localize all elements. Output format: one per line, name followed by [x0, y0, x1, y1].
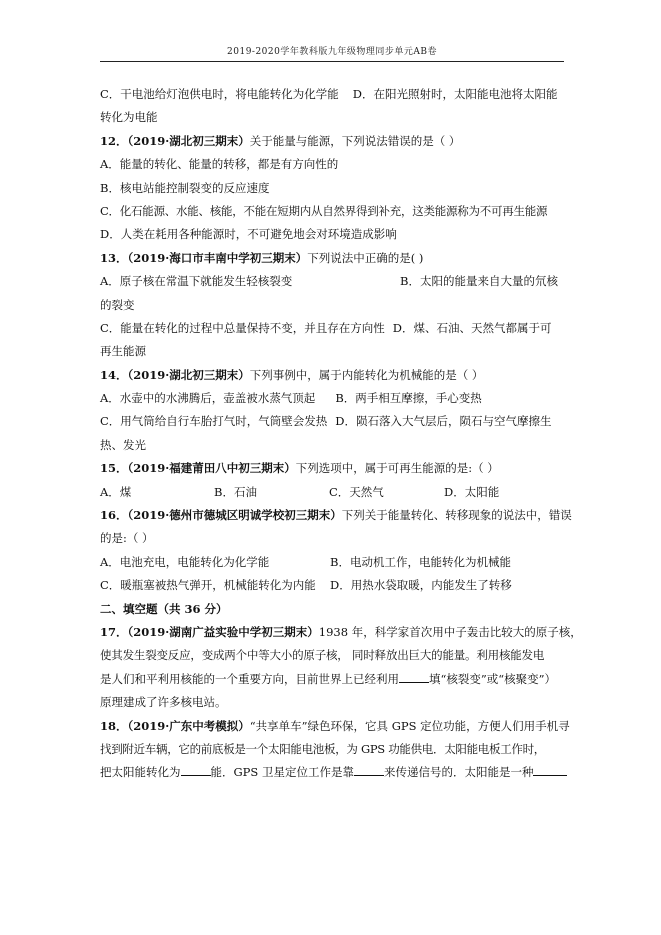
q13-option-b-cont: 的裂变 — [100, 297, 135, 312]
q18-text-3c: 来传递信号的．太阳能是一种 — [383, 765, 534, 780]
q18-line-3 — [100, 761, 570, 784]
q15-stem — [100, 457, 570, 480]
q16-option-c: C．暖瓶塞被热气弹开，机械能转化为内能 — [100, 578, 316, 593]
q15-text: 下列选项中，属于可再生能源的是:（ ） — [295, 461, 499, 476]
q17-line-3 — [100, 668, 570, 691]
q18-text-3b: 能．GPS 卫星定位工作是靠 — [210, 765, 354, 780]
q16-stem — [100, 504, 570, 527]
q13-option-c: C．能量在转化的过程中总量保持不变，并且存在方向性 — [100, 320, 385, 335]
q12-option-d: D．人类在耗用各种能源时，不可避免地会对环境造成影响 — [100, 227, 397, 242]
q16-source: （2019·德州市德城区明诚学校初三期末） — [127, 508, 342, 523]
q12-option-a: A．能量的转化、能量的转移，都是有方向性的 — [100, 157, 339, 172]
question-content — [100, 83, 582, 785]
q11-option-c: C．干电池给灯泡供电时，将电能转化为化学能 — [100, 87, 339, 101]
q15-number: 15． — [100, 461, 128, 476]
q18-line-1 — [100, 715, 570, 738]
q16-option-a: A．电池充电，电能转化为化学能 — [100, 554, 270, 569]
q18-blank-1 — [181, 763, 211, 776]
q14-stem — [100, 364, 570, 387]
q13-option-b: B．太阳的能量来自大量的氘核 — [400, 274, 558, 289]
q18-number: 18． — [100, 718, 128, 733]
q18-text-3a: 把太阳能转化为 — [100, 765, 181, 780]
q12-option-c: C．化石能源、水能、核能，不能在短期内从自然界得到补充，这类能源称为不可再生能源 — [100, 203, 548, 218]
q15-option-b: B．石油 — [214, 484, 257, 499]
q16-option-d: D．用热水袋取暖，内能发生了转移 — [330, 578, 512, 593]
q15-source: （2019·福建莆田八中初三期末） — [127, 461, 296, 476]
q14-options-ab — [100, 387, 570, 410]
q14-number: 14． — [100, 367, 128, 382]
q14-source: （2019·湖北初三期末） — [127, 367, 250, 382]
q11-options-cd — [100, 83, 570, 106]
q17-text-3b: 填“核裂变”或“核聚变”） — [429, 671, 557, 686]
page-header: 2019-2020学年教科版九年级物理同步单元AB卷 — [227, 47, 437, 57]
q17-number: 17． — [100, 624, 128, 639]
q13-number: 13． — [100, 250, 128, 265]
q14-option-b: B．两手相互摩擦，手心变热 — [335, 391, 482, 406]
q17-line-1 — [100, 621, 582, 644]
q12-source: （2019·湖北初三期末） — [127, 133, 250, 148]
q17-text-3a: 是人们和平利用核能的一个重要方向，目前世界上已经利用 — [100, 671, 399, 686]
q13-options-cd — [100, 317, 570, 340]
q18-line-2: 找到附近车辆，它的前底板是一个太阳能电池板，为 GPS 功能供电．太阳能电板工作时， — [100, 741, 546, 756]
q17-blank-1 — [399, 670, 429, 683]
q14-options-cd — [100, 410, 570, 433]
q15-option-c: C．天然气 — [329, 484, 384, 499]
q18-text-1: “共享单车”绿色环保，它具 GPS 定位功能，方便人们用手机寻 — [249, 718, 570, 733]
q14-text: 下列事例中，属于内能转化为机械能的是（ ） — [249, 367, 484, 382]
q12-text: 关于能量与能源，下列说法错误的是（ ） — [249, 133, 461, 148]
q17-line-2: 使其发生裂变反应，变成两个中等大小的原子核， 同时释放出巨大的能量。利用核能发电 — [100, 648, 545, 663]
q17-text-1: 1938 年，科学家首次用中子轰击比较大的原子核， — [318, 624, 582, 639]
q14-option-c: C．用气筒给自行车胎打气时，气筒壁会发热 — [100, 414, 328, 429]
q13-source: （2019·海口市丰南中学初三期末） — [127, 250, 308, 265]
q15-option-d: D．太阳能 — [444, 484, 500, 499]
q15-option-a: A．煤 — [100, 484, 132, 499]
q12-stem — [100, 130, 570, 153]
q13-option-d: D．煤、石油、天然气都属于可 — [392, 320, 552, 335]
section-2-title: 二、填空题（共 36 分） — [100, 601, 228, 616]
q12-option-b: B．核电站能控制裂变的反应速度 — [100, 180, 270, 195]
q13-stem — [100, 247, 570, 270]
q13-option-a: A．原子核在常温下就能发生轻核裂变 — [100, 274, 293, 289]
q11-option-d-cont: 转化为电能 — [100, 110, 158, 125]
q16-text: 下列关于能量转化、转移现象的说法中，错误 — [341, 508, 572, 523]
q16-number: 16． — [100, 508, 128, 523]
q17-source: （2019·湖南广益实验中学初三期末） — [127, 624, 319, 639]
q13-text: 下列说法中正确的是( ) — [307, 250, 424, 265]
q18-blank-2 — [354, 763, 384, 776]
q16-option-b: B．电动机工作，电能转化为机械能 — [330, 554, 511, 569]
q13-option-d-cont: 再生能源 — [100, 344, 146, 359]
q15-options — [100, 481, 570, 504]
q12-number: 12． — [100, 133, 128, 148]
q14-option-d: D．陨石落入大气层后，陨石与空气摩擦生 — [335, 414, 552, 429]
q16-stem-cont: 的是:（ ） — [100, 531, 154, 546]
q16-options-cd — [100, 574, 570, 597]
q14-option-a: A．水壶中的水沸腾后，壶盖被水蒸气顶起 — [100, 391, 316, 406]
q13-options-ab — [100, 270, 570, 293]
q16-options-ab — [100, 551, 570, 574]
q18-blank-3 — [533, 763, 567, 776]
q18-source: （2019·广东中考模拟） — [127, 718, 250, 733]
q11-option-d: D．在阳光照射时，太阳能电池将太阳能 — [352, 87, 558, 101]
q14-option-d-cont: 热、发光 — [100, 437, 146, 452]
q17-line-4: 原理建成了许多核电站。 — [100, 695, 227, 710]
header-rule — [100, 61, 564, 62]
